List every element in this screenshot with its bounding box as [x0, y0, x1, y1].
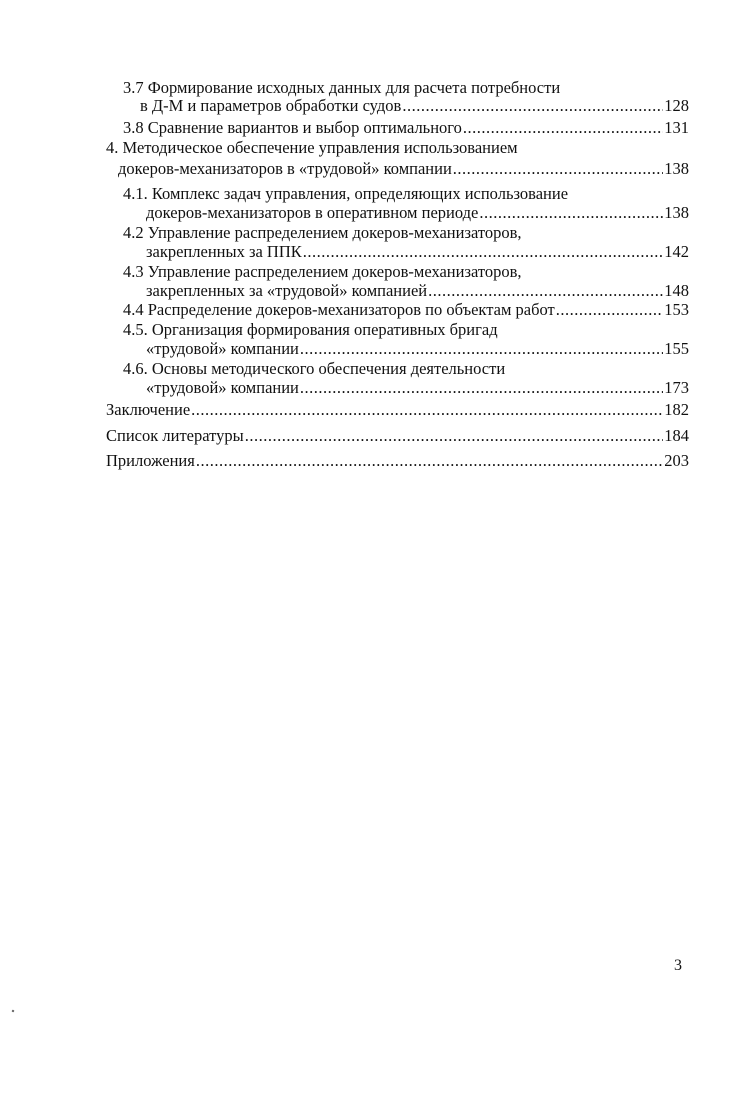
leader-dots [453, 159, 663, 179]
toc-entry-references-title: Список литературы [106, 426, 244, 445]
toc-entry-4-6-title-cont: «трудовой» компании [146, 378, 299, 397]
toc-entry-4-4[interactable] [123, 300, 689, 320]
toc-entry-conclusion-title: Заключение [106, 400, 191, 419]
toc-entry-3-8[interactable] [123, 118, 689, 138]
toc-entry-4-1-page: 138 [664, 203, 689, 222]
toc-entry-4-title: 4. Методическое обеспечение управления использованием [106, 138, 518, 157]
toc-entry-3-7-title: 3.7 Формирование исходных данных для расчета потребности [123, 78, 561, 97]
toc-entry-3-7-title-cont: в Д-М и параметров обработки судов [140, 96, 402, 115]
toc-entry-3-8-page: 131 [664, 118, 689, 137]
scan-speck [12, 1010, 15, 1013]
toc-entry-appendices[interactable] [106, 451, 689, 471]
toc-entry-4-2-page: 142 [664, 242, 689, 261]
leader-dots [300, 378, 663, 398]
toc-entry-4-4-page: 153 [664, 300, 689, 319]
toc-entry-4-1-title-cont: докеров-механизаторов в оперативном периоде [146, 203, 479, 222]
leader-dots [463, 118, 663, 138]
leader-dots [196, 451, 663, 471]
toc-entry-4-1-title: 4.1. Комплекс задач управления, определяющих использование [123, 184, 569, 203]
toc-entry-4-6[interactable] [146, 378, 689, 398]
leader-dots [479, 203, 663, 223]
toc-entry-3-7[interactable] [140, 96, 689, 116]
toc-entry-3-8-title: 3.8 Сравнение вариантов и выбор оптимального [123, 118, 462, 137]
toc-entry-4-5-page: 155 [664, 339, 689, 358]
toc-entry-appendices-page: 203 [664, 451, 689, 470]
toc-entry-4-4-title: 4.4 Распределение докеров-механизаторов по объектам работ [123, 300, 555, 319]
toc-entry-4-2[interactable] [146, 242, 689, 262]
toc-entry-4-5-title: 4.5. Организация формирования оперативных бригад [123, 320, 498, 339]
toc-entry-4-3-page: 148 [664, 281, 689, 300]
toc-entry-4-1[interactable] [146, 203, 689, 223]
toc-entry-4-3-title-cont: закрепленных за «трудовой» компанией [146, 281, 428, 300]
toc-entry-conclusion[interactable] [106, 400, 689, 420]
toc-entry-4[interactable] [118, 159, 689, 179]
toc-entry-references-page: 184 [664, 426, 689, 445]
toc-entry-4-2-title-cont: закрепленных за ППК [146, 242, 302, 261]
toc-entry-4-5[interactable] [146, 339, 689, 359]
leader-dots [303, 242, 664, 262]
leader-dots [556, 300, 664, 320]
toc-entry-4-page: 138 [664, 159, 689, 178]
leader-dots [300, 339, 663, 359]
toc-entry-4-3-title: 4.3 Управление распределением докеров-механизаторов, [123, 262, 522, 281]
toc-entry-appendices-title: Приложения [106, 451, 195, 470]
leader-dots [191, 400, 663, 420]
toc-entry-3-7-page: 128 [664, 96, 689, 115]
toc-entry-references[interactable] [106, 426, 689, 446]
toc-entry-4-3[interactable] [146, 281, 689, 301]
toc-entry-conclusion-page: 182 [664, 400, 689, 419]
toc-entry-4-2-title: 4.2 Управление распределением докеров-механизаторов, [123, 223, 522, 242]
toc-entry-4-6-page: 173 [664, 378, 689, 397]
toc-entry-4-6-title: 4.6. Основы методического обеспечения деятельности [123, 359, 506, 378]
leader-dots [428, 281, 663, 301]
toc-entry-4-5-title-cont: «трудовой» компании [146, 339, 299, 358]
toc-entry-4-title-cont: докеров-механизаторов в «трудовой» компании [118, 159, 452, 178]
leader-dots [402, 96, 663, 116]
page-number: 3 [674, 957, 682, 974]
leader-dots [245, 426, 664, 446]
